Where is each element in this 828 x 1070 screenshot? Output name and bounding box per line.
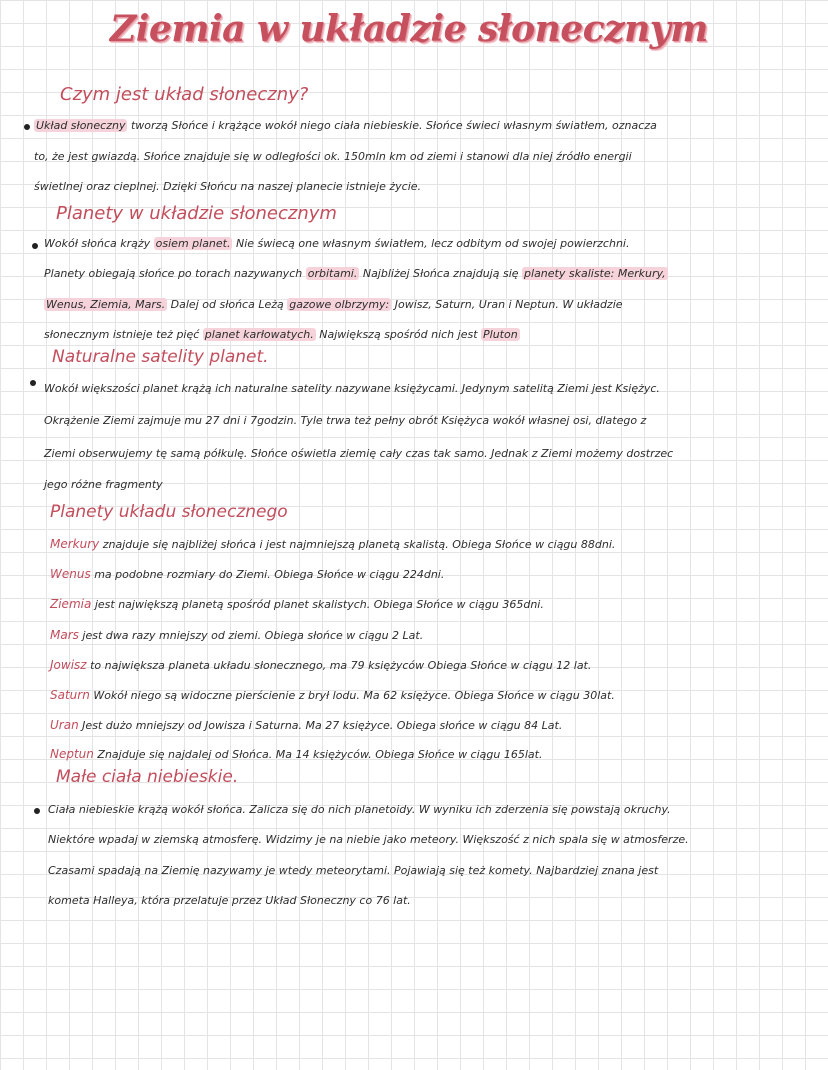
s1-line-1: Układ słoneczny tworzą Słońce i krążące wokół niego ciała niebieskie. Słońce świeci własnym światłem, oznacza <box>36 119 657 132</box>
page-title: Ziemia w układzie słonecznym <box>110 8 708 50</box>
s2-line-4: słonecznym istnieje też pięć planet karłowatych. Największą spośród nich jest Pluton <box>44 328 518 341</box>
s5-line-1: Ciała niebieskie krążą wokół słońca. Zalicza się do nich planetoidy. W wyniku ich zderzenia się powstają okruchy. <box>48 803 671 816</box>
s3-line-3: Ziemi obserwujemy tę samą półkulę. Słońce oświetla ziemię cały czas tak samo. Jednak z Ziemi możemy dostrzec <box>44 447 674 460</box>
s3-line-1: Wokół większości planet krążą ich naturalne satelity nazywane księżycami. Jedynym satelitą Ziemi jest Księżyc. <box>44 382 660 395</box>
s1-line-3: świetlnej oraz cieplnej. Dzięki Słońcu na naszej planecie istnieje życie. <box>34 180 422 193</box>
planet-row-mars: Mars jest dwa razy mniejszy od ziemi. Obiega słońce w ciągu 2 Lat. <box>50 628 424 642</box>
planet-name: Neptun <box>50 747 94 761</box>
highlight-uklad: Układ słoneczny <box>36 119 126 132</box>
planet-row-saturn: Saturn Wokół niego są widoczne pierścienie z brył lodu. Ma 62 księżyce. Obiega Słońce w ciągu 30lat. <box>50 688 615 702</box>
planet-row-wenus: Wenus ma podobne rozmiary do Ziemi. Obiega Słońce w ciągu 224dni. <box>50 567 445 581</box>
s5-line-2: Niektóre wpadaj w ziemską atmosferę. Widzimy je na niebie jako meteory. Większość z nich spala się w atmosferze. <box>48 833 689 846</box>
planet-row-neptun: Neptun Znajduje się najdalej od Słońca. Ma 14 księżyców. Obiega Słońce w ciągu 165lat. <box>50 747 543 761</box>
s5-line-3: Czasami spadają na Ziemię nazywamy je wtedy meteorytami. Pojawiają się też komety. Najbardziej znana jest <box>48 864 659 877</box>
s2-line-2: Planety obiegają słońce po torach nazywanych orbitami. Najbliżej Słońca znajdują się planety skaliste: Merkury, <box>44 267 666 280</box>
bullet-s3 <box>30 380 36 386</box>
heading-small-bodies: Małe ciała niebieskie. <box>56 767 239 787</box>
planet-name: Merkury <box>50 537 100 551</box>
s2-line-3: Wenus, Ziemia, Mars. Dalej od słońca Leżą gazowe olbrzymy: Jowisz, Saturn, Uran i Neptun. W układzie <box>46 298 623 311</box>
planet-name: Ziemia <box>50 597 92 611</box>
s2-line-1: Wokół słońca krąży osiem planet. Nie świecą one własnym światłem, lecz odbitym od swojej powierzchni. <box>44 237 630 250</box>
planet-row-jowisz: Jowisz to największa planeta układu słonecznego, ma 79 księżyców Obiega Słońce w ciągu 12 lat. <box>50 658 592 672</box>
bullet-s2 <box>32 243 38 249</box>
heading-what-is-solar-system: Czym jest układ słoneczny? <box>60 84 309 105</box>
bullet-s5 <box>34 808 40 814</box>
heading-planets-of-system: Planety układu słonecznego <box>50 502 288 522</box>
planet-name: Wenus <box>50 567 91 581</box>
planet-row-uran: Uran Jest dużo mniejszy od Jowisza i Saturna. Ma 27 księżyce. Obiega słońce w ciągu 84 Lat. <box>50 718 563 732</box>
s1-line-2: to, że jest gwiazdą. Słońce znajduje się w odległości ok. 150mln km od ziemi i stanowi dla niej źródło energii <box>34 150 632 163</box>
planet-name: Mars <box>50 628 79 642</box>
s5-line-4: kometa Halleya, która przelatuje przez Układ Słoneczny co 76 lat. <box>48 894 411 907</box>
s3-line-2: Okrążenie Ziemi zajmuje mu 27 dni i 7godzin. Tyle trwa też pełny obrót Księżyca wokół własnej osi, dlatego z <box>44 414 647 427</box>
s3-line-4: jego różne fragmenty <box>44 478 163 491</box>
bullet-s1 <box>24 124 30 130</box>
planet-name: Saturn <box>50 688 90 702</box>
heading-planets: Planety w układzie słonecznym <box>56 203 337 224</box>
heading-natural-satellites: Naturalne satelity planet. <box>52 347 269 367</box>
planet-row-ziemia: Ziemia jest największą planetą spośród planet skalistych. Obiega Słońce w ciągu 365dni. <box>50 597 544 611</box>
planet-name: Uran <box>50 718 79 732</box>
planet-row-merkury: Merkury znajduje się najbliżej słońca i jest najmniejszą planetą skalistą. Obiega Słońce w ciągu 88dni. <box>50 537 616 551</box>
planet-name: Jowisz <box>50 658 87 672</box>
